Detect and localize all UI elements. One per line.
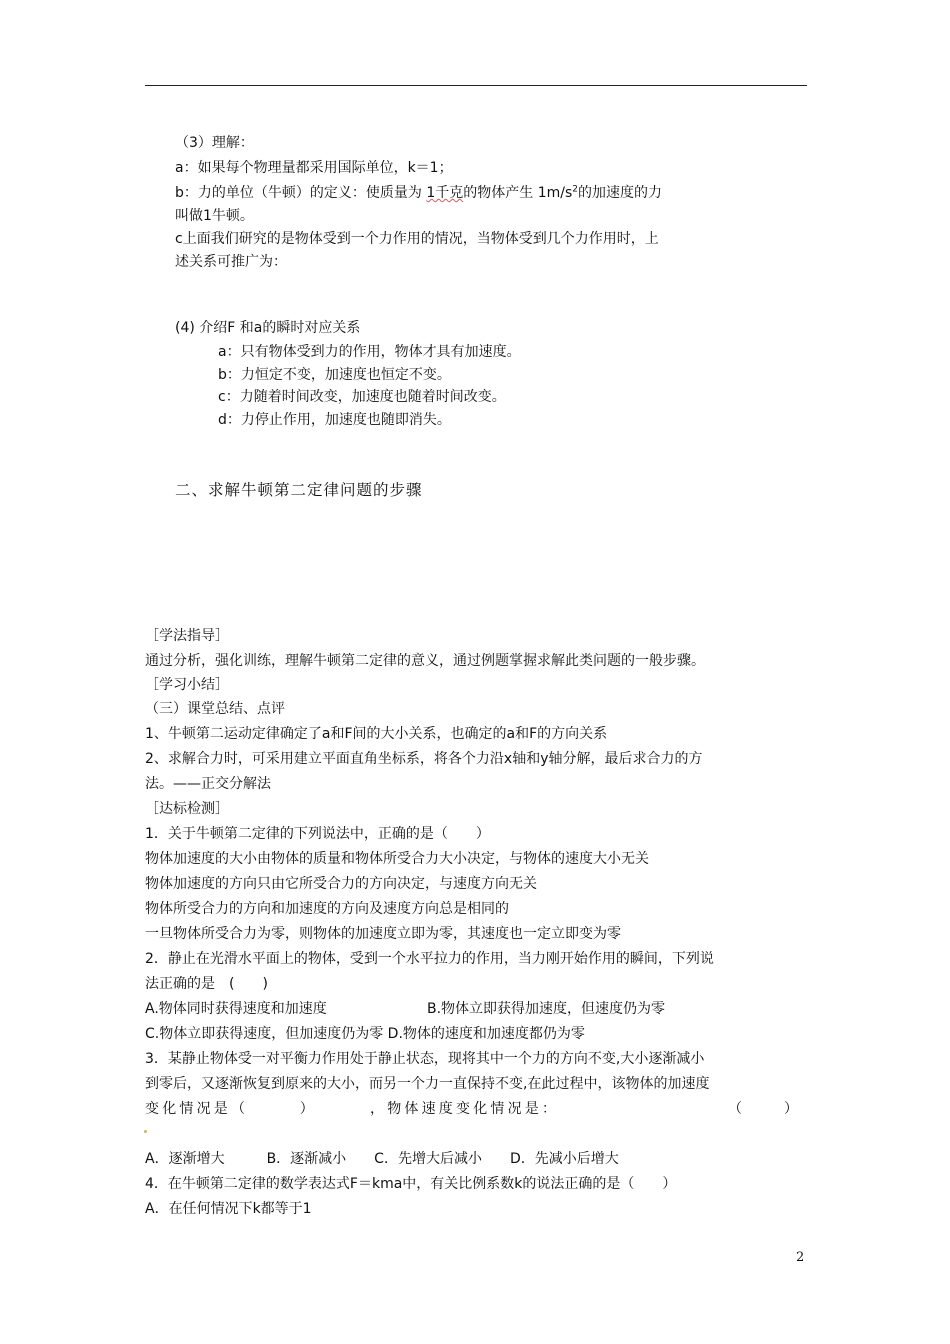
- q3-options: A．逐渐增大 B．逐渐减小 C．先增大后减小 D．先减小后增大: [145, 1151, 619, 1167]
- question-2-line1: 2．静止在光滑水平面上的物体，受到一个水平拉力的作用，当力刚开始作用的瞬间，下列说: [145, 951, 714, 967]
- summary-p1: 1、牛顿第二运动定律确定了a和F间的大小关系，也确定的a和F的方向关系: [145, 726, 608, 742]
- check-label: ［达标检测］: [145, 801, 229, 817]
- understanding-b-unit: 1m/s: [537, 185, 573, 201]
- understanding-b-prefix: b：力的单位（牛顿）的定义：使质量为: [175, 185, 422, 201]
- question-4: 4．在牛顿第二定律的数学表达式F＝kma中，有关比例系数k的说法正确的是（ ）: [145, 1176, 677, 1192]
- summary-sub: （三）课堂总结、点评: [145, 701, 285, 717]
- instant-item-b: b：力恒定不变，加速度也恒定不变。: [218, 367, 451, 383]
- summary-p2b: 法。——正交分解法: [145, 776, 271, 792]
- q1-option-2: 物体加速度的方向只由它所受合力的方向决定，与速度方向无关: [145, 876, 537, 892]
- q4-option-a: A．在任何情况下k都等于1: [145, 1201, 312, 1217]
- page-number: 2: [796, 1250, 805, 1265]
- understanding-b-suffix: 的加速度的力: [578, 185, 663, 201]
- understanding-title: （3）理解：: [175, 135, 254, 151]
- section2-heading: 二、求解牛顿第二定律问题的步骤: [175, 481, 423, 499]
- header-rule: [145, 85, 807, 86]
- summary-label: ［学习小结］: [145, 677, 229, 693]
- q2-option-cd: C.物体立即获得速度，但加速度仍为零 D.物体的速度和加速度都仍为零: [145, 1026, 585, 1042]
- q2-option-a: A.物体同时获得速度和加速度: [145, 1001, 327, 1017]
- understanding-b: [175, 183, 662, 203]
- understanding-c1: c上面我们研究的是物体受到一个力作用的情况，当物体受到几个力作用时，上: [175, 231, 659, 247]
- question-3-line3-left: 变化情况是（ ）: [145, 1101, 317, 1117]
- question-2-line2: 法正确的是 ( ): [145, 976, 268, 992]
- understanding-b-mid: 的物体产生: [463, 185, 534, 201]
- q2-option-b: B.物体立即获得加速度，但速度仍为零: [427, 1001, 666, 1017]
- stray-mark: [144, 1130, 147, 1133]
- q1-option-3: 物体所受合力的方向和加速度的方向及速度方向总是相同的: [145, 901, 509, 917]
- method-guide-label: ［学法指导］: [145, 628, 229, 644]
- question-3-line2: 到零后，又逐渐恢复到原来的大小，而另一个力一直保持不变,在此过程中，该物体的加速度: [145, 1076, 710, 1092]
- q1-option-4: 一旦物体所受合力为零，则物体的加速度立即为零，其速度也一定立即变为零: [145, 926, 621, 942]
- understanding-a: a：如果每个物理量都采用国际单位，k＝1；: [175, 160, 453, 176]
- understanding-b-cont: 叫做1牛顿。: [175, 208, 254, 224]
- question-3-line1: 3．某静止物体受一对平衡力作用处于静止状态，现将其中一个力的方向不变,大小逐渐减小: [145, 1051, 705, 1067]
- question-3-line3-right: （ ）: [728, 1101, 798, 1117]
- instant-item-c: c：力随着时间改变，加速度也随着时间改变。: [218, 389, 506, 405]
- understanding-b-sup: 2: [572, 184, 579, 195]
- instant-title: (4) 介绍F 和a的瞬时对应关系: [175, 320, 361, 336]
- understanding-b-mass: 1千克: [426, 185, 464, 201]
- instant-item-a: a：只有物体受到力的作用，物体才具有加速度。: [218, 344, 521, 360]
- method-guide-text: 通过分析，强化训练，理解牛顿第二定律的意义，通过例题掌握求解此类问题的一般步骤。: [145, 653, 705, 669]
- summary-p2a: 2、求解合力时，可采用建立平面直角坐标系，将各个力沿x轴和y轴分解，最后求合力的方: [145, 751, 703, 767]
- q1-option-1: 物体加速度的大小由物体的质量和物体所受合力大小决定，与物体的速度大小无关: [145, 851, 649, 867]
- question-3-line3-mid: ，物体速度变化情况是：: [370, 1101, 560, 1117]
- instant-item-d: d：力停止作用，加速度也随即消失。: [218, 412, 451, 428]
- question-1: 1．关于牛顿第二定律的下列说法中，正确的是（ ）: [145, 826, 490, 842]
- understanding-c2: 述关系可推广为：: [175, 254, 287, 270]
